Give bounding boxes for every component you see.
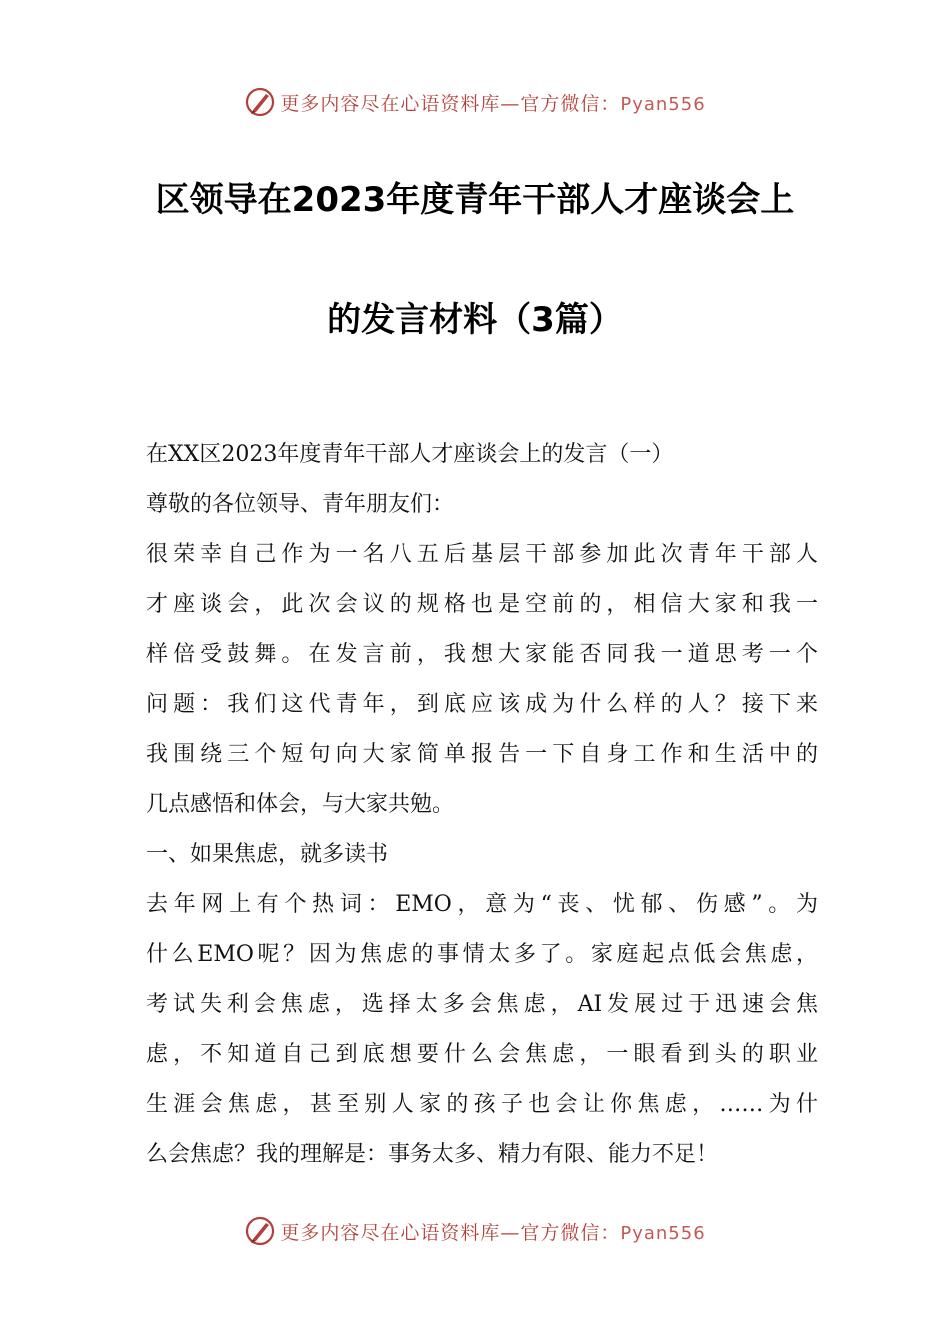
footer-banner bbox=[0, 1211, 950, 1251]
salutation: 尊敬的各位领导、青年朋友们： bbox=[146, 492, 455, 517]
wechat-id: Pyan556 bbox=[620, 93, 706, 115]
document-body bbox=[146, 430, 818, 1180]
wechat-id: Pyan556 bbox=[620, 1222, 706, 1244]
paragraph-line: 么会焦虑？我的理解是：事务太多、精力有限、能力不足！ bbox=[146, 1142, 719, 1167]
paragraph-line: 什么EMO呢？因为焦虑的事情太多了。家庭起点低会焦虑， bbox=[146, 942, 818, 967]
paragraph-line: 考试失利会焦虑，选择太多会焦虑，AI发展过于迅速会焦 bbox=[146, 992, 818, 1017]
page-title-line-2: 的发言材料（3篇） bbox=[327, 300, 623, 340]
paragraph-line: 样倍受鼓舞。在发言前，我想大家能否同我一道思考一个 bbox=[146, 642, 818, 667]
paragraph-line: 才座谈会，此次会议的规格也是空前的，相信大家和我一 bbox=[146, 592, 818, 617]
header-banner bbox=[0, 82, 950, 122]
paragraph-line: 问题：我们这代青年，到底应该成为什么样的人？接下来 bbox=[146, 692, 818, 717]
paragraph-line: 生涯会焦虑，甚至别人家的孩子也会让你焦虑，……为什 bbox=[146, 1092, 818, 1117]
pen-logo-icon bbox=[244, 1215, 276, 1247]
section-heading: 一、如果焦虑，就多读书 bbox=[146, 842, 389, 867]
pen-logo-icon bbox=[244, 86, 276, 118]
banner-text: 更多内容尽在心语资料库—官方微信：Pyan556 bbox=[280, 1221, 706, 1244]
paragraph-line: 几点感悟和体会，与大家共勉。 bbox=[146, 792, 455, 817]
banner-text: 更多内容尽在心语资料库—官方微信：Pyan556 bbox=[280, 92, 706, 115]
page-title-line-1: 区领导在2023年度青年干部人才座谈会上 bbox=[155, 180, 795, 220]
paragraph-line: 去年网上有个热词：EMO，意为“丧、忧郁、伤感”。为 bbox=[146, 892, 818, 917]
speech-heading: 在XX区2023年度青年干部人才座谈会上的发言（一） bbox=[146, 442, 674, 467]
paragraph-line: 很荣幸自己作为一名八五后基层干部参加此次青年干部人 bbox=[146, 542, 818, 567]
paragraph-line: 虑，不知道自己到底想要什么会焦虑，一眼看到头的职业 bbox=[146, 1042, 818, 1067]
paragraph-line: 我围绕三个短句向大家简单报告一下自身工作和生活中的 bbox=[146, 742, 818, 767]
